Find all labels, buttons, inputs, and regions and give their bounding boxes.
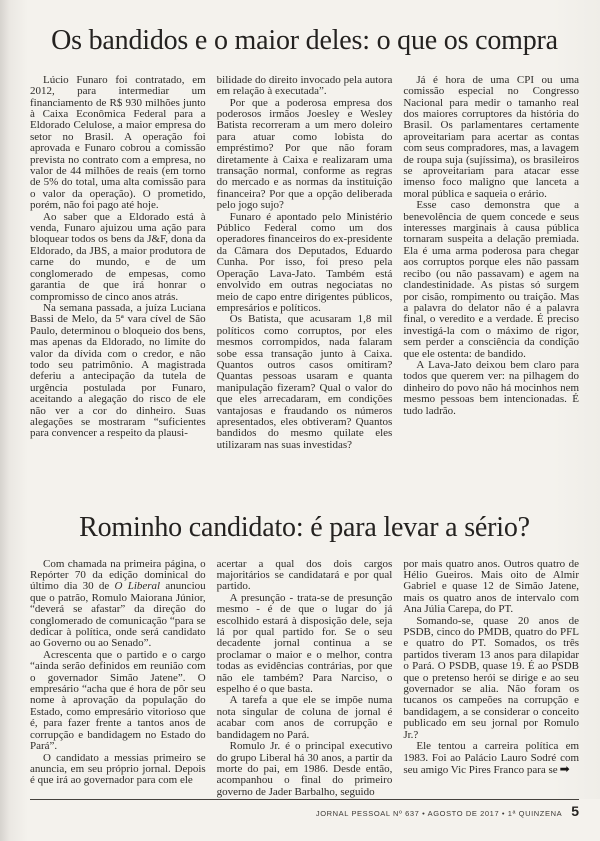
paragraph: Lúcio Funaro foi contratado, em 2012, para intermediar um financiamento de R$ 930 milhões junto à Caixa Econômica Federal para a Eldorado Celulose, a maior empresa do setor no Brasil. A operação foi aprovada e Funaro cobrou a comissão prevista no contrato com a empresa, no valor de 44 milhões de reais (em torno de 5% do total, uma alta comissão para o valor da operação). O prometido, porém, não foi pago até hoje.: [30, 74, 206, 212]
paragraph: A tarefa a que ele se impõe numa nota singular de coluna de jornal é acabar com anos de corrupção e bandidagem no Pará.: [216, 694, 393, 741]
paragraph-text: Com chamada na primeira página, o Repórter 70 da edição dominical do último dia 30 de: [30, 558, 206, 593]
page-footer: [0, 799, 600, 841]
article-1-column-3: [403, 75, 579, 499]
article-1-columns: [30, 75, 579, 499]
paragraph: A Lava-Jato deixou bem claro para todos que querem ver: na pilhagem do dinheiro do povo não há mocinhos nem mesmo pessoas bem intencionadas. É tudo ladrão.: [403, 358, 579, 417]
paragraph: Por que a poderosa empresa dos poderosos irmãos Joesley e Wesley Batista recorreram a um mero doleiro para atuar como lobista do empréstimo? Por que não foram diretamente à Caixa e realizaram uma transação normal, conforme as regras do mercado e as normas da instituição financeira? Por que a opção deliberada pelo jogo sujo?: [216, 96, 393, 212]
article-1: [30, 26, 579, 499]
newspaper-name-italic: O Liberal: [114, 580, 161, 593]
paragraph: A presunção - trata-se de presunção mesmo - é de que o lugar do já escolhido estará à disposição dele, seja lá por qual partido for. Se o seu decadente jornal continua a se proclamar o maior e o melhor, contra todas as evidências contrárias, por que não ele também? Para Narciso, o espelho é o que basta.: [216, 591, 393, 696]
paragraph: O candidato a messias primeiro se anuncia, em seu próprio jornal. Depois é que irá ao governador para com ele: [30, 751, 206, 787]
page-number: 5: [571, 803, 579, 819]
article-1-column-1: [30, 75, 206, 499]
paragraph: Romulo Jr. é o principal executivo do grupo Liberal há 30 anos, a partir da morte do pai, em 1986. Desde então, acompanhou o final do primeiro governo de Jader Barbalho, seguido: [216, 740, 393, 798]
continuation-arrow-icon: ➡: [559, 761, 570, 776]
article-1-column-2: [217, 75, 393, 499]
paragraph-continuation: por mais quatro anos. Outros quatro de Hélio Gueiros. Mais oito de Almir Gabriel e quase 12 de Simão Jatene, mais os quatro anos de intervalo com Ana Júlia Carepa, do PT.: [403, 558, 579, 616]
paragraph-text: anunciou que o patrão, Romulo Maiorana Júnior, “deverá se afastar” da direção do conglomerado de comunicação “para se dedicar à política, onde será candidato ao Governo ou ao Senado”.: [30, 580, 206, 650]
paragraph: Os Batista, que acusaram 1,8 mil políticos como corruptos, por eles mesmos corrompidos, nada falaram sobe essa transação junto à Caixa. Quantos outros casos omitiram? Quantas pessoas usaram e quanta manipulação fizeram? Qual o valor do que eles arrecadaram, em condições vantajosas e fraudando os números apresentados, eles obtiveram? Quantos bandidos do mesmo quilate eles utilizaram nas suas investidas?: [216, 313, 393, 451]
paragraph-text: Ele tentou a carreira política em 1983. Foi ao Palácio Lauro Sodré com seu amigo Vic Pires Franco para se: [403, 740, 579, 776]
article-2-column-3: [403, 559, 579, 799]
paragraph-continuation: bilidade do direito invocado pela autora em relação à executada”.: [216, 74, 393, 98]
paragraph: Acrescenta que o partido e o cargo “ainda serão definidos em reunião com o governador Simão Jatene”. O empresário “acha que é hora de pôr seu nome à aprovação da população do Estado, como empresário vitorioso que é, para fazer frente a tantos anos de corrupção e bandidagem no Estado do Pará”.: [30, 648, 206, 753]
paragraph: Somando-se, quase 20 anos de PSDB, cinco do PMDB, quatro do PFL e quatro do PT. Somados, os três partidos tiveram 13 anos para dilapidar o Pará. O PSDB, quase 19. É ao PSDB que o pretenso herói se dirige e ao seu governador se alia. Não foram os tucanos os campeões na corrupção e bandidagem, a se considerar o conceito publicado em seu jornal por Romulo Jr.?: [403, 614, 579, 741]
paragraph: Na semana passada, a juíza Luciana Bassi de Melo, da 5ª vara cível de São Paulo, determinou o bloqueio dos bens, mas apenas da Eldorado, no limite do valor da dívida com o credor, e não todo seu patrimônio. A magistrada deferiu a antecipação da tutela de urgência postulada por Funaro, aceitando a alegação do risco de ele não ver a cor do dinheiro. Suas alegações se mostraram “suficientes para convencer a respeito da plausi-: [30, 301, 206, 440]
article-2: [30, 513, 579, 798]
paragraph-continuation: acertar a qual dos dois cargos majoritários se candidatará e por qual partido.: [216, 558, 393, 593]
article-2-title: Rominho candidato: é para levar a sério?: [79, 511, 530, 543]
article-1-title: Os bandidos e o maior deles: o que os compra: [51, 25, 558, 56]
journal-issue-line: JORNAL PESSOAL Nº 637 • AGOSTO DE 2017 • 1ª QUINZENA: [315, 809, 563, 818]
paragraph: Funaro é apontado pelo Ministério Público Federal como um dos operadores financeiros do ex-presidente da Câmara dos Deputados, Eduardo Cunha. Por isso, foi preso pela Operação Lava-Jato. Também está envolvido em outras negociatas no meio de capo entre dirigentes públicos, empresários e políticos.: [216, 210, 393, 314]
paragraph: [30, 559, 206, 650]
paragraph: Esse caso demonstra que a benevolência de quem concede e seus interesses marginais à causa pública tornaram suspeita a delação premiada. Ela é uma arma poderosa para chegar aos corruptos porque eles não passam recibo (ou não passavam) e agem na clandestinidade. As pistas só surgem por cisão, rompimento ou traição. Mas a palavra do delator não é a palavra final, o veredito e a verdade. É preciso investigá-la com o máximo de rigor, sem perder a consciência da condição que ele ostenta: de bandido.: [403, 199, 579, 360]
paragraph: Já é hora de uma CPI ou uma comissão especial no Congresso Nacional para medir o tamanho real dos maiores corruptores da história do Brasil. Os parlamentares certamente aproveitariam para acertar as contas com seus compradores, mas, a lavagem de roupa suja (sujíssima), os brasileiros se aproveitariam para atacar esse imenso foco maligno que lanceta a moral pública e saqueia o erário.: [403, 74, 579, 200]
article-2-column-2: [217, 559, 393, 799]
article-2-column-1: [30, 559, 206, 799]
paragraph: Ao saber que a Eldorado está à venda, Funaro ajuizou uma ação para bloquear todos os bens da J&F, dona da Eldorado, da JBS, a maior produtora de carne do mundo, e de um conglomerado de empesas, como garantia de que irá honrar o compromisso de cinco anos atrás.: [30, 210, 206, 303]
article-2-columns: [30, 559, 579, 799]
footer-row: [30, 800, 579, 819]
paragraph: [403, 741, 579, 776]
